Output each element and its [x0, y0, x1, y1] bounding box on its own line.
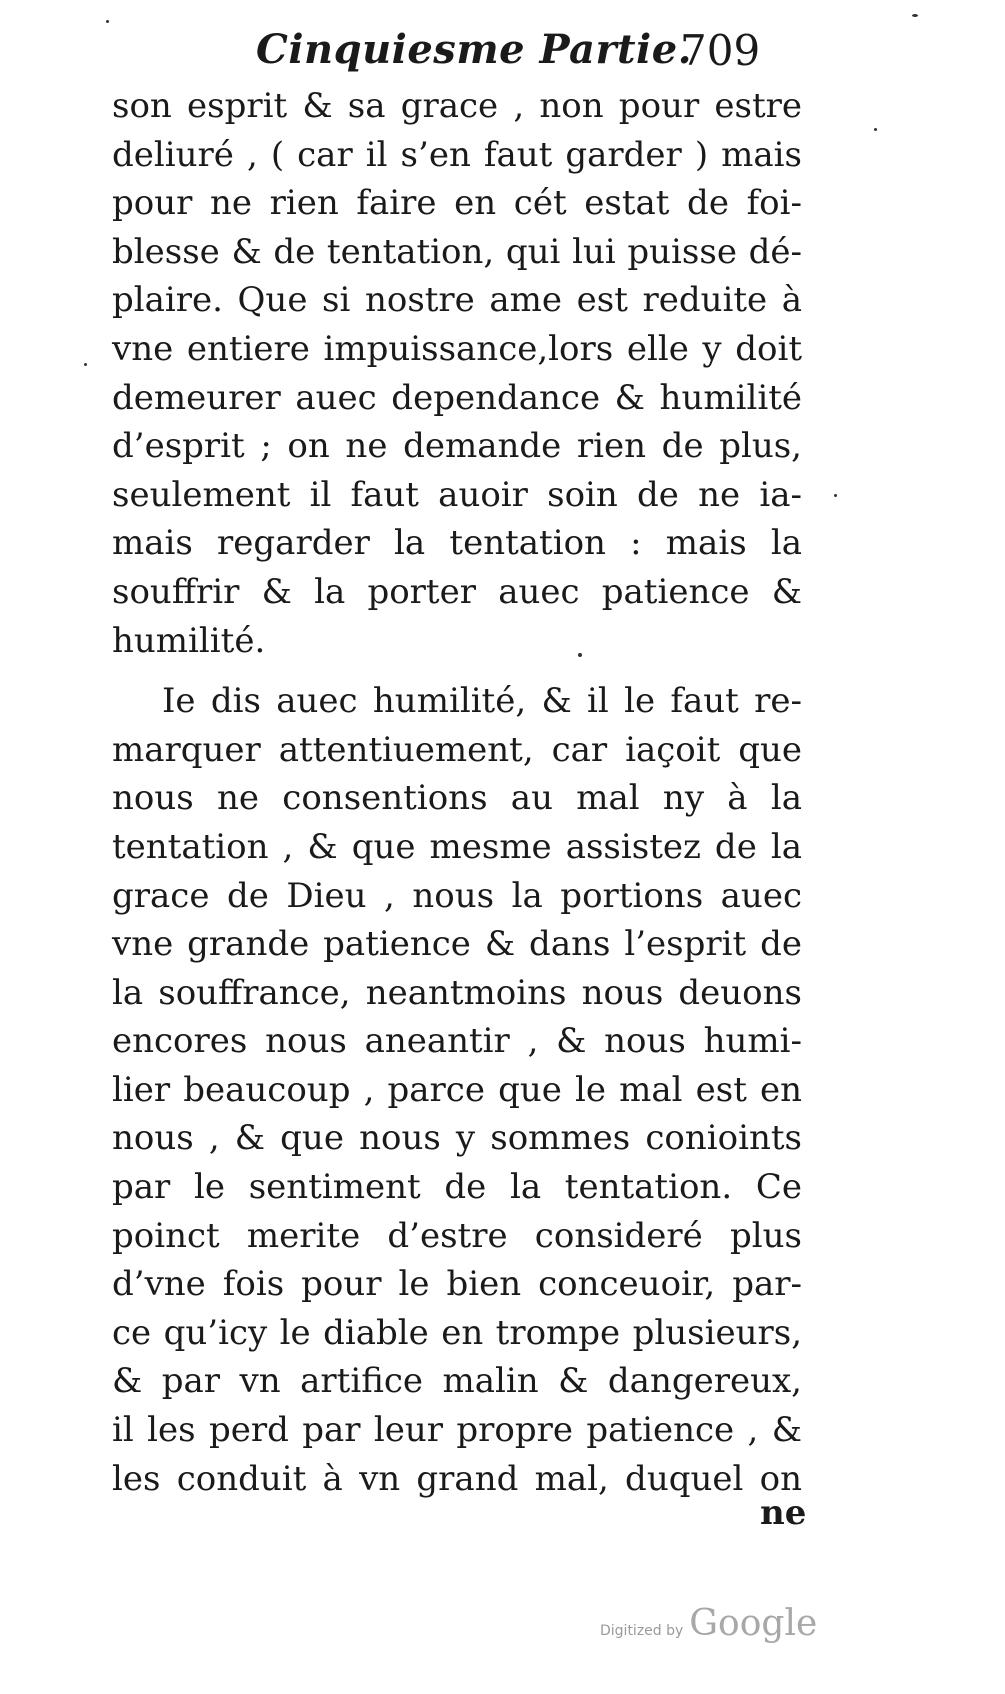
text-line: demeurer auec dependance & humilité [112, 377, 802, 418]
watermark-prefix: Digitized by [600, 1623, 684, 1639]
text-line: il les perd par leur propre patience , & [112, 1410, 802, 1451]
text-line: mais regarder la tentation : mais la [112, 523, 802, 564]
text-line: vne grande patience & dans l’esprit de [112, 924, 802, 965]
text-line: son esprit & sa grace , non pour estre [112, 86, 802, 126]
scan-speck [106, 20, 109, 23]
text-line: seulement il faut auoir soin de ne ia- [112, 474, 802, 515]
text-line: la souffrance, neantmoins nous deuons [112, 972, 802, 1013]
scan-speck [578, 653, 582, 657]
digitization-watermark [600, 1603, 817, 1644]
text-line: ce qu’icy le diable en trompe plusieurs, [112, 1312, 802, 1353]
scan-speck [912, 14, 918, 17]
text-line: poinct merite d’estre consideré plus [112, 1215, 802, 1256]
text-line: Ie dis auec humilité, & il le faut re- [162, 681, 802, 722]
text-line: nous , & que nous y sommes conioints [112, 1118, 802, 1159]
text-line: tentation , & que mesme assistez de la [112, 826, 802, 867]
running-title: Cinquiesme Partie. [256, 26, 693, 73]
page-header [0, 26, 1005, 86]
text-line: par le sentiment de la tentation. Ce [112, 1167, 802, 1208]
text-line: pour ne rien faire en cét estat de foi- [112, 183, 802, 224]
text-line: humilité. [112, 620, 266, 661]
page-number: 709 [680, 26, 761, 75]
watermark-brand-logo: Google [689, 1603, 818, 1644]
scan-speck [84, 363, 87, 366]
text-line: marquer attentiuement, car iaçoit que [112, 729, 802, 770]
text-line: encores nous aneantir , & nous humi- [112, 1021, 802, 1062]
paragraph-spacer [112, 665, 802, 677]
text-line: lier beaucoup , parce que le mal est en [112, 1069, 802, 1110]
text-line: grace de Dieu , nous la portions auec [112, 875, 802, 916]
text-line: & par vn artifice malin & dangereux, [112, 1361, 802, 1402]
scan-speck [874, 128, 877, 131]
body-text [112, 82, 802, 1503]
text-line: les conduit à vn grand mal, duquel on [112, 1458, 802, 1499]
catchword: ne [760, 1493, 807, 1533]
text-line: nous ne consentions au mal ny à la [112, 778, 802, 819]
text-line: souffrir & la porter auec patience & [112, 571, 802, 612]
text-line: vne entiere impuissance,lors elle y doit [112, 328, 802, 369]
text-line: deliuré , ( car il s’en faut garder ) mais [112, 134, 802, 175]
text-line: blesse & de tentation, qui lui puisse dé- [112, 231, 802, 272]
scan-speck [834, 494, 837, 497]
text-line: d’vne fois pour le bien conceuoir, par- [112, 1264, 802, 1305]
text-line: d’esprit ; on ne demande rien de plus, [112, 426, 802, 467]
text-line: plaire. Que si nostre ame est reduite à [112, 280, 802, 321]
